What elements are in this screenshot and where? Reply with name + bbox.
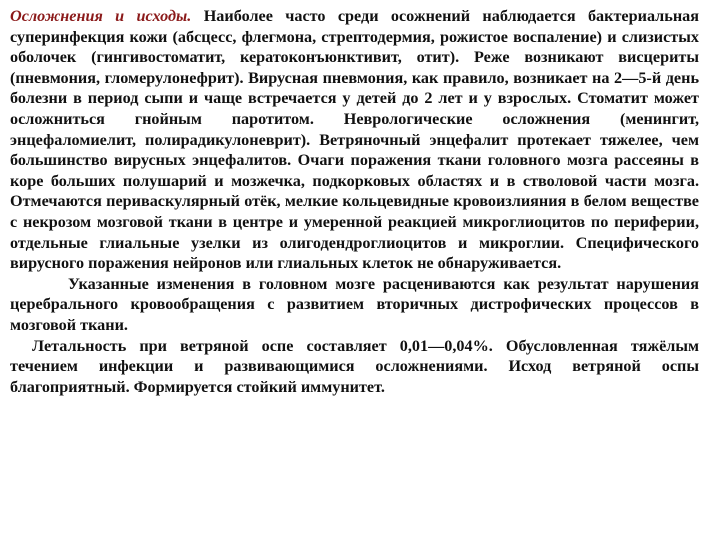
paragraph-complications-body: Наиболее часто среди осожнений наблюдается бактериальная суперинфекция кожи (абсцесс, флегмона, стрептодермия, рожистое воспаление) и слизистых оболочек (гингивостоматит, кератоконъюнктивит, отит). Реже возникают висцериты (пневмония, гломерулонефрит). Вирусная пневмония, как правило, возникает на 2—5-й день болезни в период сыпи и чаще встречается у детей до 2 лет и у взрослых. Стоматит может осложниться гнойным паротитом. Неврологические осложнения (менингит, энцефаломиелит, полирадикулоневрит). Ветряночный энцефалит протекает тяжелее, чем большинство вирусных энцефалитов. Очаги поражения ткани головного мозга рассеяны в коре больших полушарий и мозжечка, подкорковых областях и в стволовой части мозга. Отмечаются периваскулярный отёк, мелкие кольцевидные кровоизлияния в белом веществе с некрозом мозговой ткани в центре и умеренной реакцией микроглиоцитов по периферии, отдельные глиальные узелки из олигодендроглиоцитов и микроглии. Специфического вирусного поражения нейронов или глиальных клеток не обнаруживается. — [10, 7, 699, 273]
paragraph-complications — [10, 6, 699, 274]
paragraph-brain-changes: Указанные изменения в головном мозге расцениваются как результат нарушения церебрального кровообращения с развитием вторичных дистрофических процессов в мозговой ткани. — [10, 274, 699, 334]
text-block — [10, 6, 699, 397]
paragraph-mortality: Летальность при ветряной оспе составляет 0,01—0,04%. Обусловленная тяжёлым течением инфекции и развивающимися осложнениями. Исход ветряной оспы благоприятный. Формируется стойкий иммунитет. — [10, 336, 699, 396]
section-heading: Осложнения и исходы. — [10, 7, 192, 25]
